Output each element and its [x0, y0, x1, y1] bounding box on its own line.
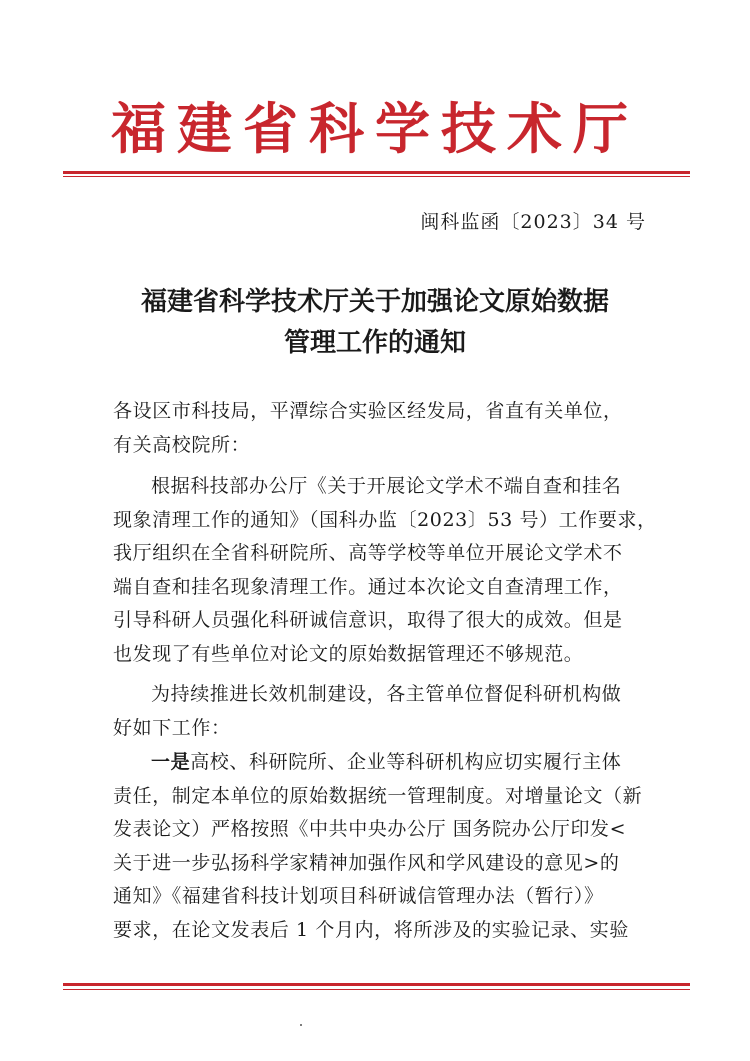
paragraph-background — [113, 470, 663, 671]
paragraph-line — [113, 746, 663, 780]
document-number: 闽科监函〔2023〕34 号 — [420, 211, 646, 233]
item-text: 高校、科研院所、企业等科研机构应切实履行主体 — [190, 751, 622, 773]
paragraph-line: 引导科研人员强化科研诚信意识，取得了很大的成效。但是 — [113, 609, 623, 631]
paragraph-line: 根据科技部办公厅《关于开展论文学术不端自查和挂名 — [151, 475, 622, 497]
paragraph-line: 我厅组织在全省科研院所、高等学校等单位开展论文学术不 — [113, 542, 623, 564]
paragraph-line: 通知》《福建省科技计划项目科研诚信管理办法（暂行）》 — [113, 885, 604, 907]
footer-red-rule-thin — [63, 989, 690, 990]
paragraph-line: 发表论文）严格按照《中共中央办公厅 国务院办公厅印发< — [113, 818, 627, 840]
item-lead: 一是 — [151, 751, 191, 773]
paragraph-line: 好如下工作： — [113, 716, 231, 739]
paragraph-item-one — [113, 746, 663, 947]
paragraph-intro — [113, 678, 663, 745]
document-title-line: 福建省科学技术厅关于加强论文原始数据 — [140, 287, 609, 317]
paragraph-line: 责任，制定本单位的原始数据统一管理制度。对增量论文（新 — [113, 784, 643, 807]
paragraph-line: 也发现了有些单位对论文的原始数据管理还不够规范。 — [113, 642, 584, 665]
header-red-rule-thin — [63, 176, 690, 177]
salutation — [113, 395, 663, 462]
paragraph-line: 现象清理工作的通知》（国科办监〔2023〕53 号）工作要求， — [113, 508, 657, 531]
paragraph-line: 端自查和挂名现象清理工作。通过本次论文自查清理工作， — [113, 575, 623, 598]
footer-red-rule — [63, 983, 690, 986]
header-red-rule — [63, 171, 690, 174]
paragraph-line: 要求，在论文发表后 1 个月内，将所涉及的实验记录、实验 — [113, 918, 629, 941]
salutation-line: 各设区市科技局，平潭综合实验区经发局，省直有关单位， — [113, 400, 623, 422]
issuing-authority-header: 福建省科学技术厅 — [110, 96, 639, 161]
document-title — [90, 282, 660, 364]
salutation-line: 有关高校院所： — [113, 433, 251, 456]
document-title-line: 管理工作的通知 — [283, 328, 466, 358]
scan-speck — [300, 1024, 302, 1026]
paragraph-line: 为持续推进长效机制建设，各主管单位督促科研机构做 — [151, 683, 622, 705]
paragraph-line: 关于进一步弘扬科学家精神加强作风和学风建设的意见>的 — [113, 851, 620, 874]
